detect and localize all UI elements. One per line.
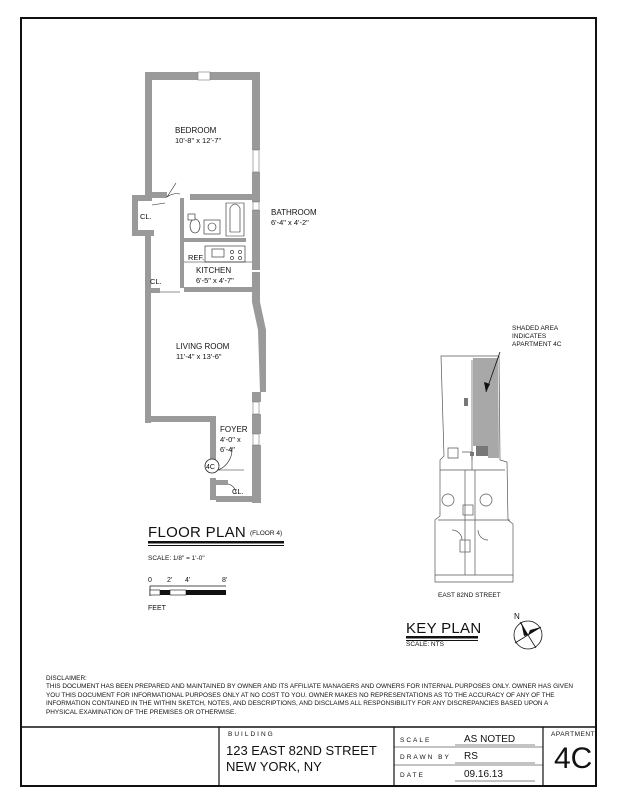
key-plan-note-line1: SHADED AREA (512, 325, 559, 332)
floor-plan-scale: SCALE: 1/8" = 1'-0" (148, 555, 205, 562)
bathroom-dims: 6'-4" x 4'-2" (271, 218, 309, 227)
date-value: 09.16.13 (464, 769, 503, 780)
bedroom-dims: 10'-8" x 12'-7" (175, 136, 222, 145)
closet-label-3: CL. (232, 487, 244, 496)
scale-tick-8: 8' (222, 577, 228, 584)
key-plan-note-line2: INDICATES (512, 333, 547, 340)
bathroom-name: BATHROOM (271, 208, 317, 217)
closet-label-1: CL. (140, 212, 152, 221)
ref-label: REF. (188, 253, 205, 262)
scale-label: SCALE (400, 737, 432, 744)
key-plan-street: EAST 82ND STREET (438, 592, 501, 599)
unit-tag: 4C (206, 464, 215, 471)
scale-tick-2: 2' (167, 577, 173, 584)
closet-label-2: CL. (150, 277, 162, 286)
drawn-by-label: DRAWN BY (400, 754, 451, 761)
date-label: DATE (400, 772, 425, 779)
building-label: BUILDING (228, 731, 275, 738)
address-line1: 123 EAST 82ND STREET (226, 743, 377, 758)
scale-unit: FEET (148, 605, 166, 612)
drawn-by-value: RS (464, 751, 478, 762)
floor-plan-title: FLOOR PLAN (148, 524, 247, 541)
address-line2: NEW YORK, NY (226, 759, 322, 774)
living-room-name: LIVING ROOM (176, 342, 230, 351)
foyer-name: FOYER (220, 425, 248, 434)
apartment-label: APARTMENT (551, 731, 595, 738)
scale-tick-0: 0 (148, 577, 152, 584)
apartment-value: 4C (554, 742, 593, 775)
disclaimer-body: THIS DOCUMENT HAS BEEN PREPARED AND MAINTAINED BY OWNER AND ITS AFFILIATE MANAGERS AND OWNERS FOR INTERNAL PURPOSES ONLY. OWNER HAS GIVEN YOU THIS DOCUMENT FOR INFORMATIONAL PURPOSES ONLY AT NO COST TO YOU. OWNER MAKES NO REPRESENTATIONS AS TO THE ACCURACY OF ANY OF THE INFORMATION CONTAINED IN THE WITHIN SKETCH, NOTES, AND DESCRIPTIONS, AND DISCLAIMS ALL RESPONSIBILITY FOR ANY DISCREPANCIES BASED UPON A PHYSICAL EXAMINATION OF THE PREMISES OR OTHERWISE. (46, 683, 573, 716)
scale-tick-4: 4' (185, 577, 191, 584)
living-room-dims: 11'-4" x 13'-6" (176, 352, 222, 361)
north-label: N (514, 612, 520, 621)
address-block (226, 743, 377, 775)
bedroom-name: BEDROOM (175, 126, 217, 135)
key-plan-note-line3: APARTMENT 4C (512, 341, 562, 348)
kitchen-dims: 6'-5" x 4'-7" (196, 276, 234, 285)
floor-plan-floor: (FLOOR 4) (250, 530, 283, 537)
disclaimer-heading: DISCLAIMER: (46, 675, 87, 682)
key-plan-scale: SCALE: NTS (406, 641, 444, 648)
key-plan-title: KEY PLAN (406, 620, 482, 637)
foyer-dims-line1: 4'-0" x (220, 435, 241, 444)
foyer-dims-line2: 6'-4" (220, 445, 235, 454)
kitchen-name: KITCHEN (196, 266, 232, 275)
scale-value: AS NOTED (464, 734, 516, 745)
